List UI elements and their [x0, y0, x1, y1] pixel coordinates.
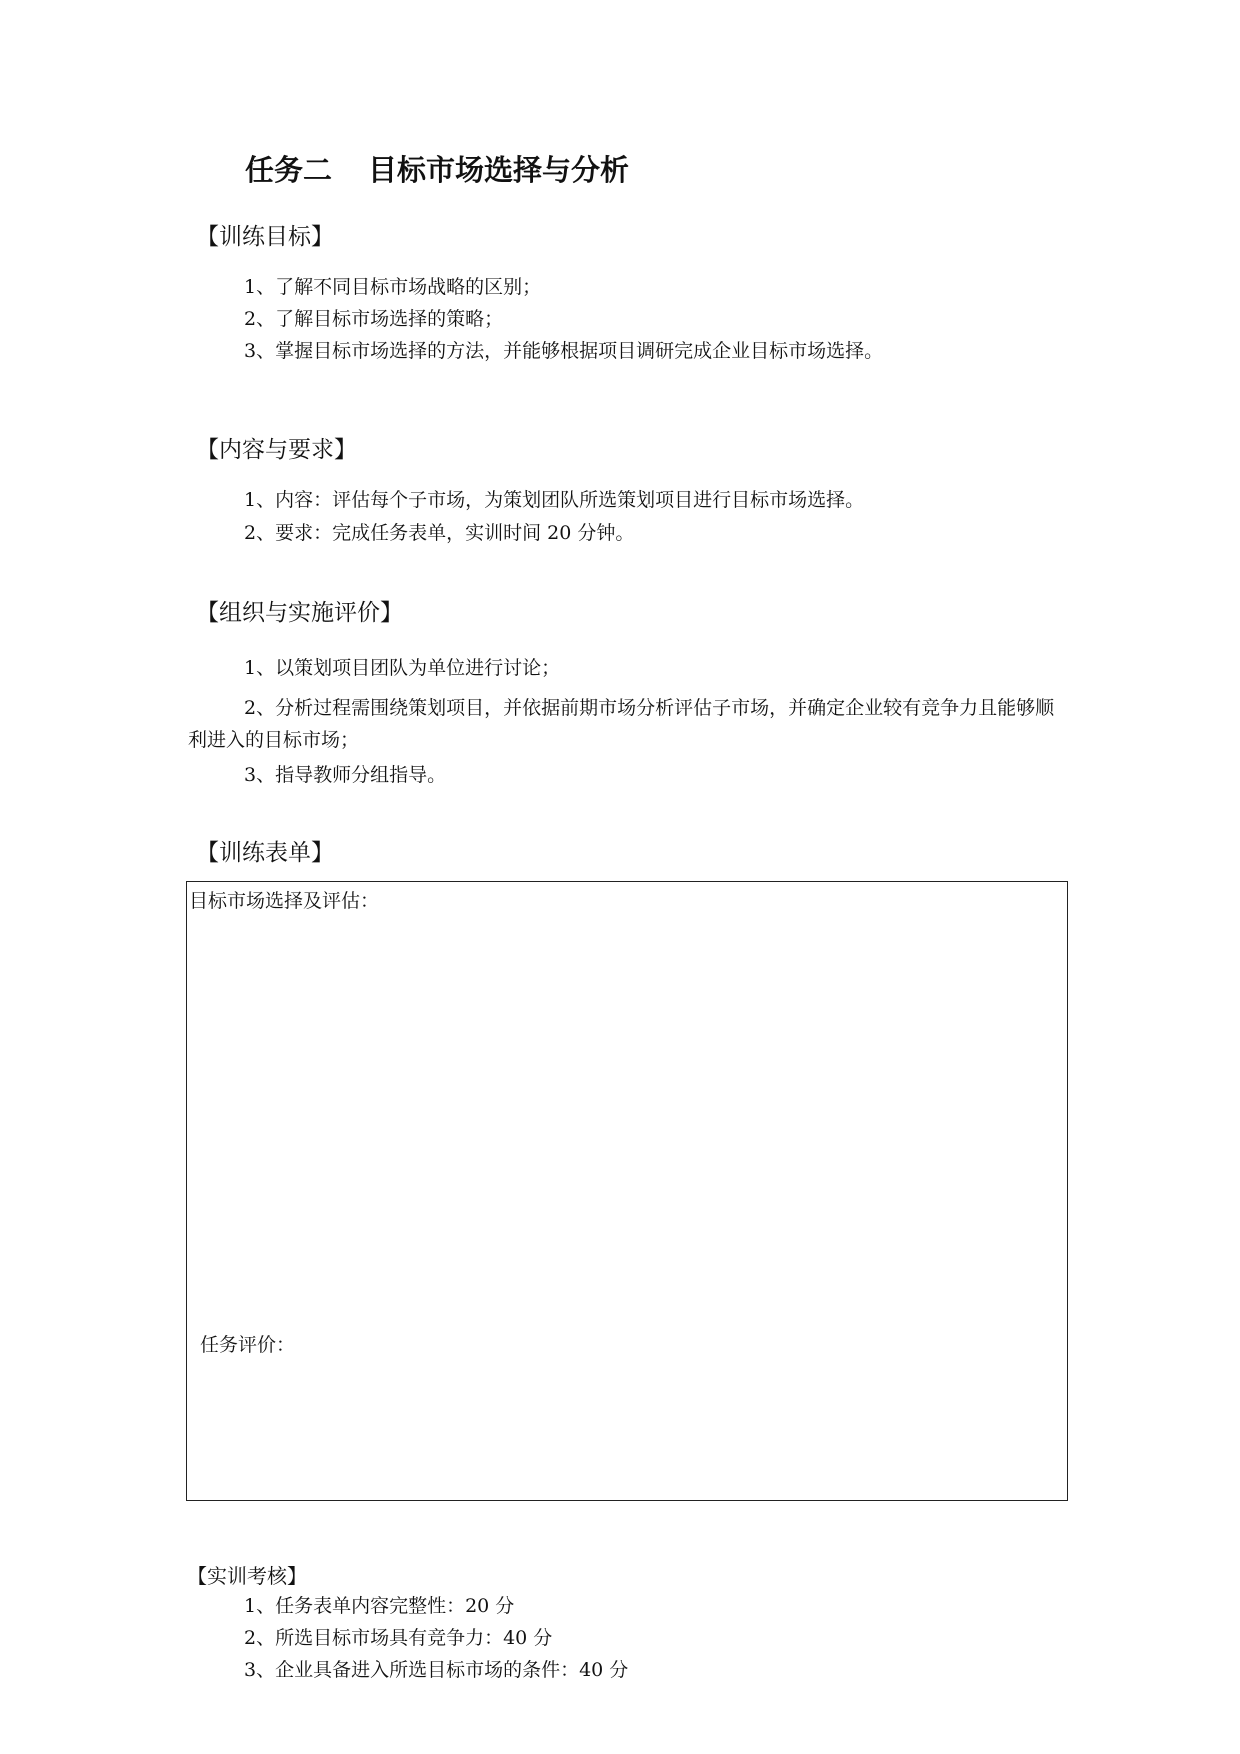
selection-evaluation-label: 目标市场选择及评估：: [189, 890, 380, 912]
assessment-heading: 【实训考核】: [187, 1564, 307, 1588]
training-goal-item: 3、掌握目标市场选择的方法，并能够根据项目调研完成企业目标市场选择。: [244, 340, 884, 362]
content-requirement-item: 2、要求：完成任务表单，实训时间 20 分钟。: [244, 522, 635, 544]
organization-item: 1、以策划项目团队为单位进行讨论；: [244, 657, 561, 679]
assessment-item: 1、任务表单内容完整性：20 分: [244, 1595, 515, 1617]
training-goal-item: 2、了解目标市场选择的策略；: [244, 308, 504, 330]
assessment-item: 2、所选目标市场具有竞争力：40 分: [244, 1627, 553, 1649]
training-goals-heading: 【训练目标】: [196, 224, 334, 250]
training-form-box[interactable]: [186, 881, 1068, 1501]
organization-item: 2、分析过程需围绕策划项目，并依据前期市场分析评估子市场，并确定企业较有竞争力且能够顺利进入的目标市场；: [188, 697, 1055, 751]
content-requirement-item: 1、内容：评估每个子市场，为策划团队所选策划项目进行目标市场选择。: [244, 489, 865, 511]
task-evaluation-label: 任务评价：: [200, 1334, 296, 1356]
title-task-number: 任务二: [245, 153, 333, 187]
title-task-name: 目标市场选择与分析: [368, 153, 630, 187]
organization-item: 3、指导教师分组指导。: [244, 764, 447, 786]
assessment-item: 3、企业具备进入所选目标市场的条件：40 分: [244, 1659, 629, 1681]
page-title: [245, 148, 629, 189]
content-requirements-heading: 【内容与要求】: [196, 437, 357, 463]
organization-heading: 【组织与实施评价】: [196, 600, 403, 626]
training-form-heading: 【训练表单】: [196, 840, 334, 866]
training-goal-item: 1、了解不同目标市场战略的区别；: [244, 276, 542, 298]
